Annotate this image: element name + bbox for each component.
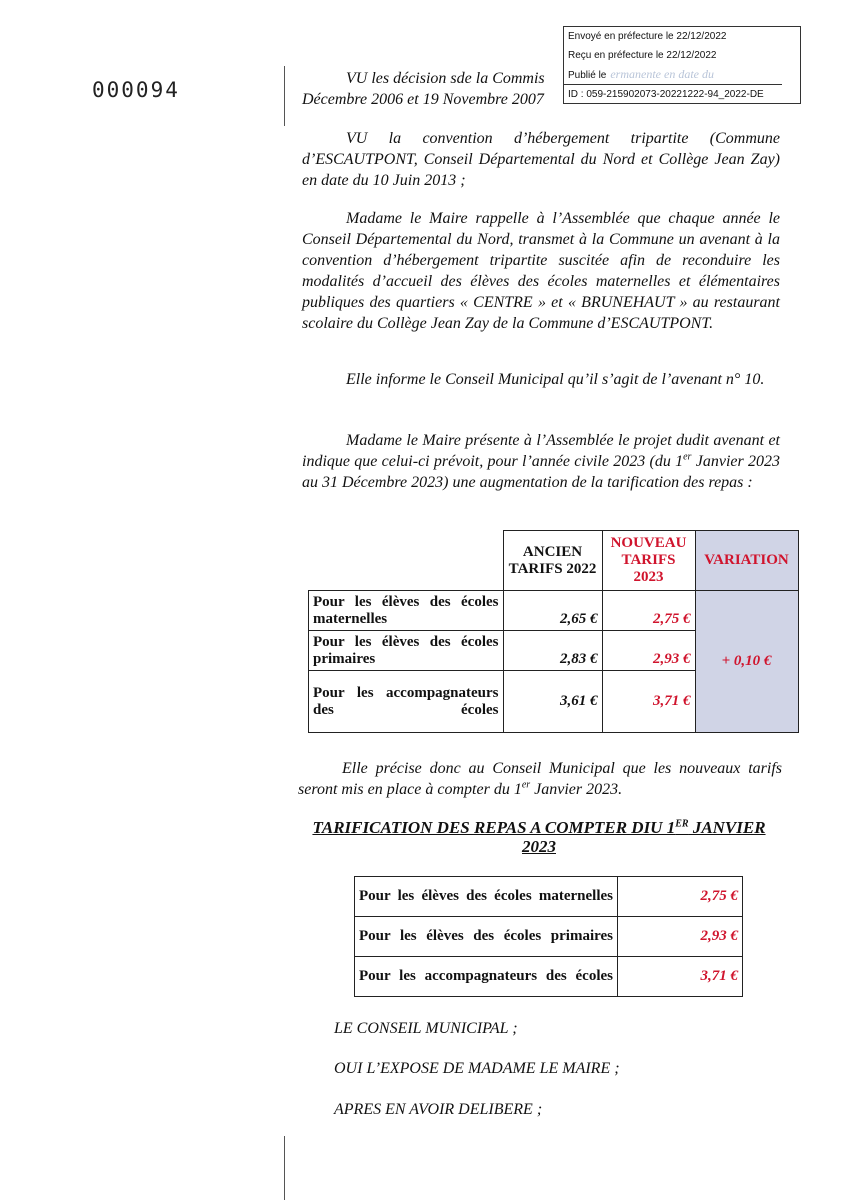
- row-label-primaires: Pour les élèves des écoles primaires: [309, 631, 504, 671]
- page-number: 000094: [92, 78, 180, 102]
- presente-text: [302, 430, 780, 493]
- presente-paragraph: [302, 430, 780, 493]
- vu-convention-text: VU la convention d’hébergement tripartite (Commune d’ESCAUTPONT, Conseil Départemental du Nord et Collège Jean Zay) en date du 10 Juin 2013 ;: [302, 130, 780, 189]
- row-label-accompagnateurs: Pour les accompagnateurs des écoles: [309, 671, 504, 733]
- row-new-maternelles: 2,75 €: [602, 591, 695, 631]
- vu-convention-paragraph: [302, 128, 780, 191]
- closing-conseil: LE CONSEIL MUNICIPAL ;: [334, 1020, 518, 1037]
- final-price-accompagnateurs: 3,71 €: [618, 957, 743, 997]
- final-price-primaires: 2,93 €: [618, 917, 743, 957]
- final-label-maternelles: Pour les élèves des écoles maternelles: [355, 877, 618, 917]
- table-row: [355, 917, 743, 957]
- heading-part-2: JANVIER 2023: [522, 818, 766, 856]
- precise-paragraph: [298, 758, 782, 800]
- stamp-published: Publié le: [568, 70, 607, 81]
- informe-text: Elle informe le Conseil Municipal qu’il s’agit de l’avenant n° 10.: [346, 371, 765, 388]
- header-variation: VARIATION: [695, 531, 798, 591]
- final-label-primaires: Pour les élèves des écoles primaires: [355, 917, 618, 957]
- final-label-accompagnateurs: Pour les accompagnateurs des écoles: [355, 957, 618, 997]
- tarification-heading: [296, 818, 782, 856]
- stamp-received: Reçu en préfecture le 22/12/2022: [568, 50, 717, 61]
- closing-apres: APRES EN AVOIR DELIBERE ;: [334, 1101, 543, 1118]
- tariff-comparison-table: [308, 530, 799, 733]
- informe-paragraph: [302, 369, 780, 390]
- stamp-id: ID : 059-215902073-20221222-94_2022-DE: [564, 84, 782, 104]
- precise-part-2: Janvier 2023.: [530, 781, 623, 798]
- rappel-text: Madame le Maire rappelle à l’Assemblée que chaque année le Conseil Départemental du Nord, transmet à la Commune un avenant à la convention d’hébergement tripartite suscitée afin de reconduire les modalités d’accueil des élèves des écoles maternelles et élémentaires publiques des quartiers « CENTRE » et « BRUNEHAUT » au restaurant scolaire du Collège Jean Zay de la Commune d’ESCAUTPONT.: [302, 210, 780, 332]
- stamp-published-row: [564, 65, 800, 84]
- presente-sup: er: [683, 451, 692, 463]
- vu-decision-line-2: Décembre 2006 et 19 Novembre 2007: [302, 91, 544, 108]
- header-old-tariffs: ANCIEN TARIFS 2022: [503, 531, 602, 591]
- precise-part-1: Elle précise donc au Conseil Municipal que les nouveaux tarifs seront mis en place à compter du 1: [298, 760, 782, 798]
- margin-rule-top: [284, 66, 285, 126]
- stamp-sent: Envoyé en préfecture le 22/12/2022: [568, 31, 727, 42]
- table-row: [355, 957, 743, 997]
- table-row: [355, 877, 743, 917]
- row-new-accompagnateurs: 3,71 €: [602, 671, 695, 733]
- precise-sup: er: [521, 779, 531, 791]
- final-tariff-table: [354, 876, 743, 997]
- final-price-maternelles: 2,75 €: [618, 877, 743, 917]
- row-old-accompagnateurs: 3,61 €: [503, 671, 602, 733]
- row-old-primaires: 2,83 €: [503, 631, 602, 671]
- heading-sup: ER: [675, 818, 689, 830]
- row-old-maternelles: 2,65 €: [503, 591, 602, 631]
- table-header-row: [309, 531, 799, 591]
- header-blank-cell: [309, 531, 504, 591]
- vu-decision-line-1: VU les décision sde la Commis: [346, 70, 545, 87]
- stamp-ghost-text: ermanente en date du: [610, 67, 714, 81]
- precise-text: [298, 758, 782, 800]
- variation-value: + 0,10 €: [695, 591, 798, 733]
- header-new-tariffs: NOUVEAU TARIFS 2023: [602, 531, 695, 591]
- row-label-maternelles: Pour les élèves des écoles maternelles: [309, 591, 504, 631]
- rappel-paragraph: [302, 208, 780, 334]
- presente-part-2: Janvier 2023 au 31 Décembre 2023) une augmentation de la tarification des repas :: [302, 453, 780, 491]
- prefecture-stamp: [563, 26, 801, 104]
- table-row: [309, 591, 799, 631]
- closing-oui: OUI L’EXPOSE DE MADAME LE MAIRE ;: [334, 1060, 620, 1077]
- presente-part-1: Madame le Maire présente à l’Assemblée le projet dudit avenant et indique que celui-ci prévoit, pour l’année civile 2023 (du 1: [302, 432, 780, 470]
- margin-rule-bottom: [284, 1136, 285, 1200]
- row-new-primaires: 2,93 €: [602, 631, 695, 671]
- heading-part-1: TARIFICATION DES REPAS A COMPTER DIU 1: [312, 818, 676, 837]
